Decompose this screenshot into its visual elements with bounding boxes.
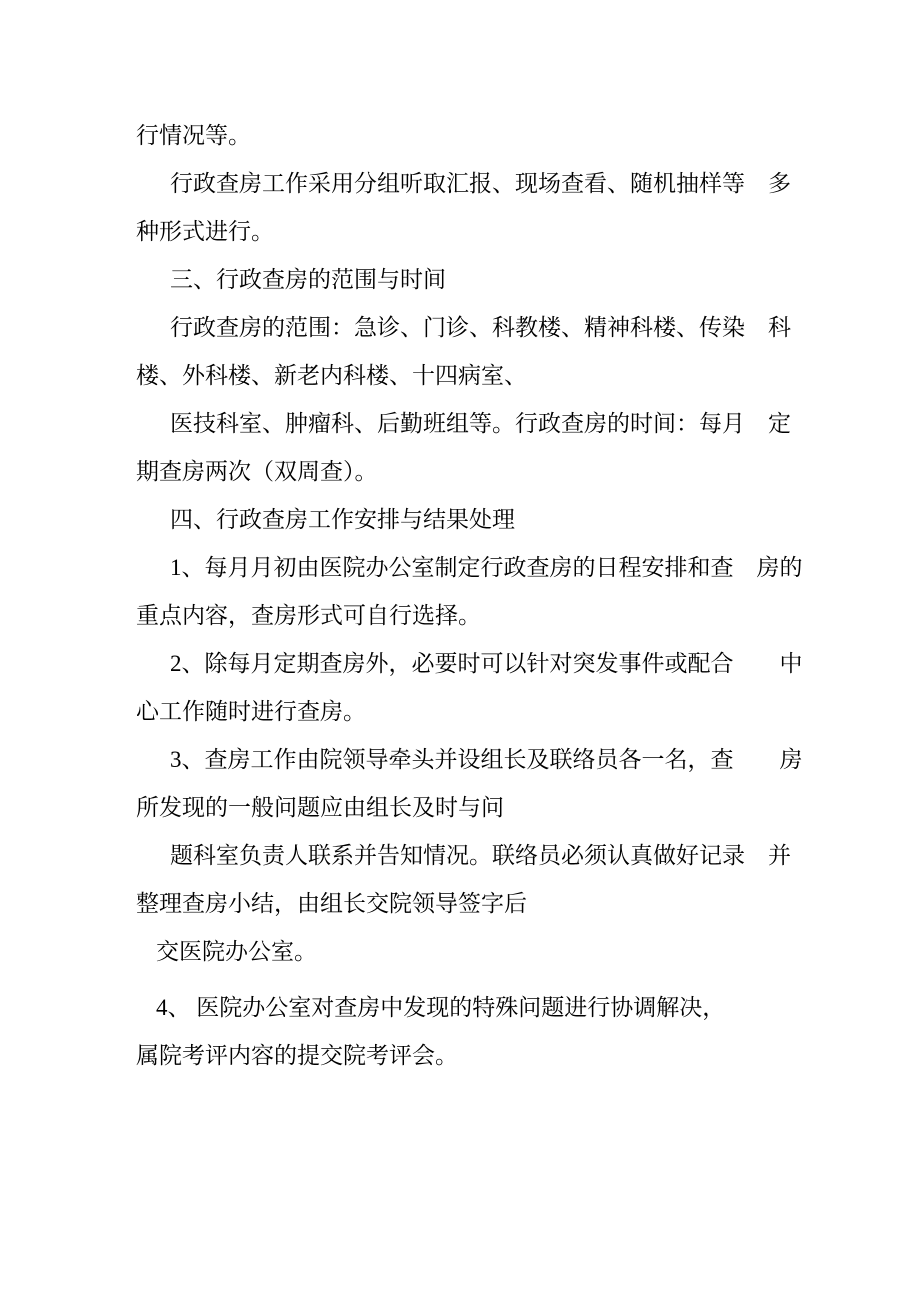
doc-text-line: 4、 医院办公室对查房中发现的特殊问题进行协调解决， [156,995,726,1020]
doc-text-line: 3、查房工作由院领导牵头并设组长及联络员各一名，查 房 [170,747,803,772]
doc-text-line: 整理查房小结，由组长交院领导签字后 [136,891,527,916]
document-body [136,112,826,1080]
doc-text-line: 医技科室、肿瘤科、后勤班组等。行政查房的时间：每月 定 [170,411,791,436]
doc-text-line: 四、行政查房工作安排与结果处理 [170,507,515,532]
doc-text-line: 行情况等。 [136,123,251,148]
doc-text-line: 题科室负责人联系并告知情况。联络员必须认真做好记录 并 [170,843,791,868]
doc-text-line: 行政查房的范围：急诊、门诊、科教楼、精神科楼、传染 科 [170,315,791,340]
doc-text-line: 心工作随时进行查房。 [136,699,366,724]
doc-text-line: 2、除每月定期查房外，必要时可以针对突发事件或配合 中 [170,651,803,676]
doc-text-line: 期查房两次（双周查）。 [136,459,378,484]
doc-text-line: 交医院办公室。 [156,939,317,964]
doc-text-line: 重点内容，查房形式可自行选择。 [136,603,481,628]
doc-text-line: 三、行政查房的范围与时间 [170,267,446,292]
doc-text-line: 属院考评内容的提交院考评会。 [136,1043,458,1068]
doc-text-line: 1、每月月初由医院办公室制定行政查房的日程安排和查 房的 [170,555,803,580]
doc-text-line: 行政查房工作采用分组听取汇报、现场查看、随机抽样等 多 [170,171,791,196]
doc-text-line: 种形式进行。 [136,219,274,244]
doc-text-line: 楼、外科楼、新老内科楼、十四病室、 [136,363,527,388]
doc-text-line: 所发现的一般问题应由组长及时与问 [136,795,504,820]
